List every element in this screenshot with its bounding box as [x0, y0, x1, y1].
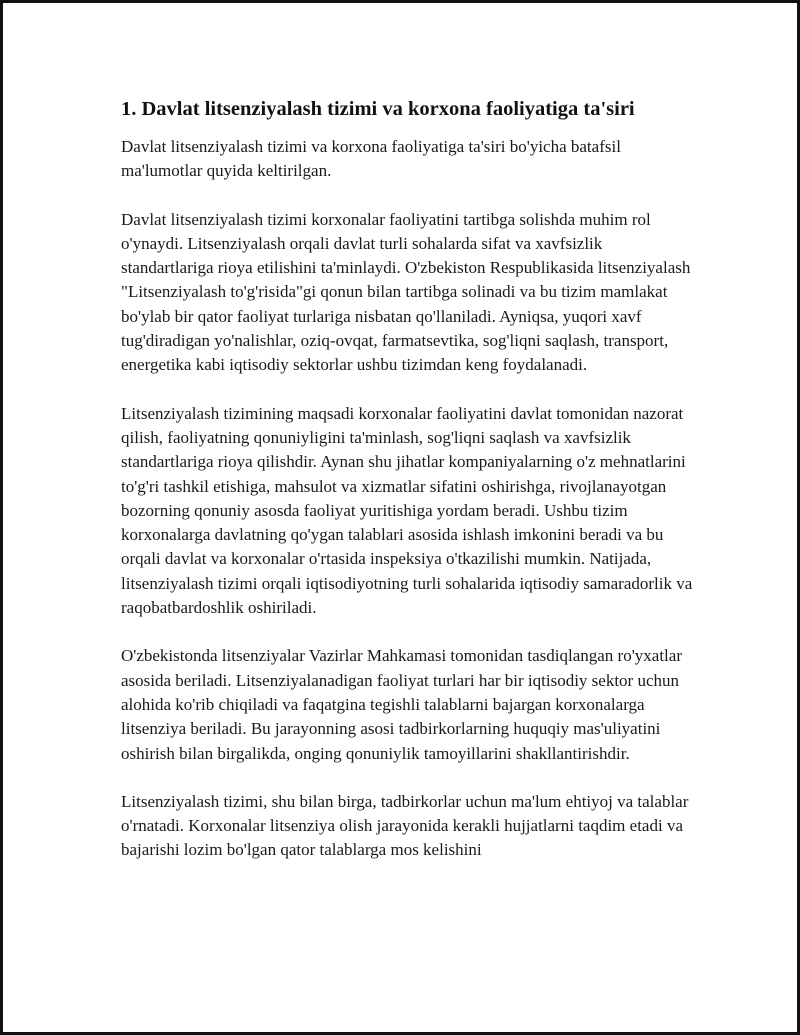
paragraph-license-issuance: O'zbekistonda litsenziyalar Vazirlar Mahkamasi tomonidan tasdiqlangan ro'yxatlar asosida beriladi. Litsenziyalanadigan faoliyat turlari har bir iqtisodiy sektor uchun alohida ko'rib chiqiladi va faqatgina tegishli talablarni bajargan korxonalarga litsenziya beriladi. Bu jarayonning asosi tadbirkorlarning huquqiy mas'uliyatini oshirish bilan birgalikda, onging qonuniylik tamoyillarini shakllantirishdir. [121, 646, 682, 763]
paragraph-licensing-purpose: Litsenziyalash tizimining maqsadi korxonalar faoliyatini davlat tomonidan nazorat qilish, faoliyatning qonuniyligini ta'minlash, sog'liqni saqlash va xavfsizlik standartlariga rioya qilishdir. Aynan shu jihatlar kompaniyalarning o'z mehnatlarini to'g'ri tashkil etishiga, mahsulot va xizmatlar sifatini oshirishga, rivojlanayotgan bozorning qonuniy asosda faoliyat yuritishiga yordam beradi. Ushbu tizim korxonalarga davlatning qo'ygan talablari asosida ishlash imkonini beradi va bu orqali davlat va korxonalar o'rtasida inspeksiya o'tkazilishi mumkin. Natijada, litsenziyalash tizimi orqali iqtisodiyotning turli sohalarida iqtisodiy samaradorlik va raqobatbardoshlik oshiriladi. [121, 403, 693, 618]
document-body [121, 95, 696, 887]
paragraph-licensing-role: Davlat litsenziyalash tizimi korxonalar faoliyatini tartibga solishda muhim rol o'ynaydi. Litsenziyalash orqali davlat turli sohalarda sifat va xavfsizlik standartlariga rioya etilishini ta'minlaydi. O'zbekiston Respublikasida litsenziyalash "Litsenziyalash to'g'risida"gi qonun bilan tartibga solinadi va bu tizim mamlakat bo'ylab bir qator faoliyat turlariga nisbatan qo'llaniladi. Ayniqsa, yuqori xavf tug'diradigan yo'nalishlar, oziq-ovqat, farmatsevtika, sog'liqni saqlash, transport, energetika kabi iqtisodiy sektorlar ushbu tizimdan keng foydalanadi. [121, 209, 691, 375]
paragraph-intro: Davlat litsenziyalash tizimi va korxona faoliyatiga ta'siri bo'yicha batafsil ma'lumotlar quyida keltirilgan. [121, 137, 621, 181]
paragraph-entrepreneur-requirements: Litsenziyalash tizimi, shu bilan birga, tadbirkorlar uchun ma'lum ehtiyoj va talablar o'rnatadi. Korxonalar litsenziya olish jarayonida kerakli hujjatlarni taqdim etadi va bajarishi lozim bo'lgan qator talablarga mos kelishini [121, 791, 689, 860]
section-title: 1. Davlat litsenziyalash tizimi va korxona faoliyatiga ta'siri [121, 98, 635, 120]
